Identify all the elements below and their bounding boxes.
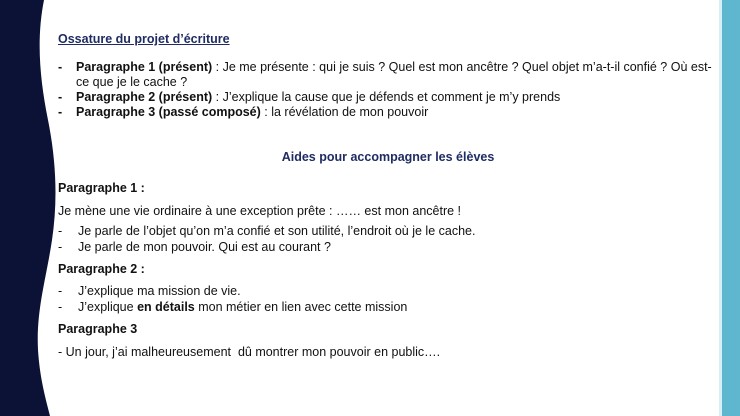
paragraph-3-line: - Un jour, j’ai malheureusement dû montrer mon pouvoir en public….	[58, 345, 441, 359]
bullet-text-emphasis: en détails	[137, 300, 195, 314]
outline-item-1	[58, 60, 718, 90]
outline-item-label: Paragraphe 3 (passé composé)	[76, 105, 261, 119]
outline-item-text: : Je me présente : qui je suis ? Quel est mon ancêtre ? Quel objet m’a-t-il confié ? Où est-ce que je le cache ?	[76, 60, 712, 89]
right-accent-bar	[722, 0, 740, 416]
paragraph-1-heading: Paragraphe 1 :	[58, 181, 145, 195]
bullet-text: Je parle de l’objet qu’on m’a confié et son utilité, l’endroit où je le cache.	[78, 224, 476, 238]
list-dash: -	[58, 300, 63, 314]
slide-content	[58, 0, 718, 416]
outline-item-3	[58, 105, 718, 120]
left-wave-decoration	[0, 0, 62, 416]
bullet-text	[78, 300, 407, 314]
paragraph-2-heading: Paragraphe 2 :	[58, 262, 145, 276]
aides-title: Aides pour accompagner les élèves	[281, 150, 495, 164]
bullet-text-post: mon métier en lien avec cette mission	[194, 300, 408, 314]
outline-item-text: : la révélation de mon pouvoir	[260, 105, 429, 119]
list-dash: -	[58, 284, 63, 298]
bullet-text: Je parle de mon pouvoir. Qui est au courant ?	[78, 240, 331, 254]
list-dash: -	[58, 60, 63, 74]
bullet-text: J’explique ma mission de vie.	[78, 284, 241, 298]
list-dash: -	[58, 105, 63, 119]
outline-item-text: : J’explique la cause que je défends et comment je m’y prends	[212, 90, 561, 104]
outline-title: Ossature du projet d’écriture	[58, 32, 230, 46]
paragraph-3-heading: Paragraphe 3	[58, 322, 138, 336]
paragraph-1-intro: Je mène une vie ordinaire à une exception prête : …… est mon ancêtre !	[58, 204, 462, 218]
list-dash: -	[58, 240, 63, 254]
outline-item-2	[58, 90, 718, 105]
outline-item-label: Paragraphe 1 (présent)	[76, 60, 213, 74]
outline-item-label: Paragraphe 2 (présent)	[76, 90, 213, 104]
outline-list	[58, 60, 718, 120]
bullet-text-pre: J’explique	[78, 300, 138, 314]
list-dash: -	[58, 90, 63, 104]
list-dash: -	[58, 224, 63, 238]
